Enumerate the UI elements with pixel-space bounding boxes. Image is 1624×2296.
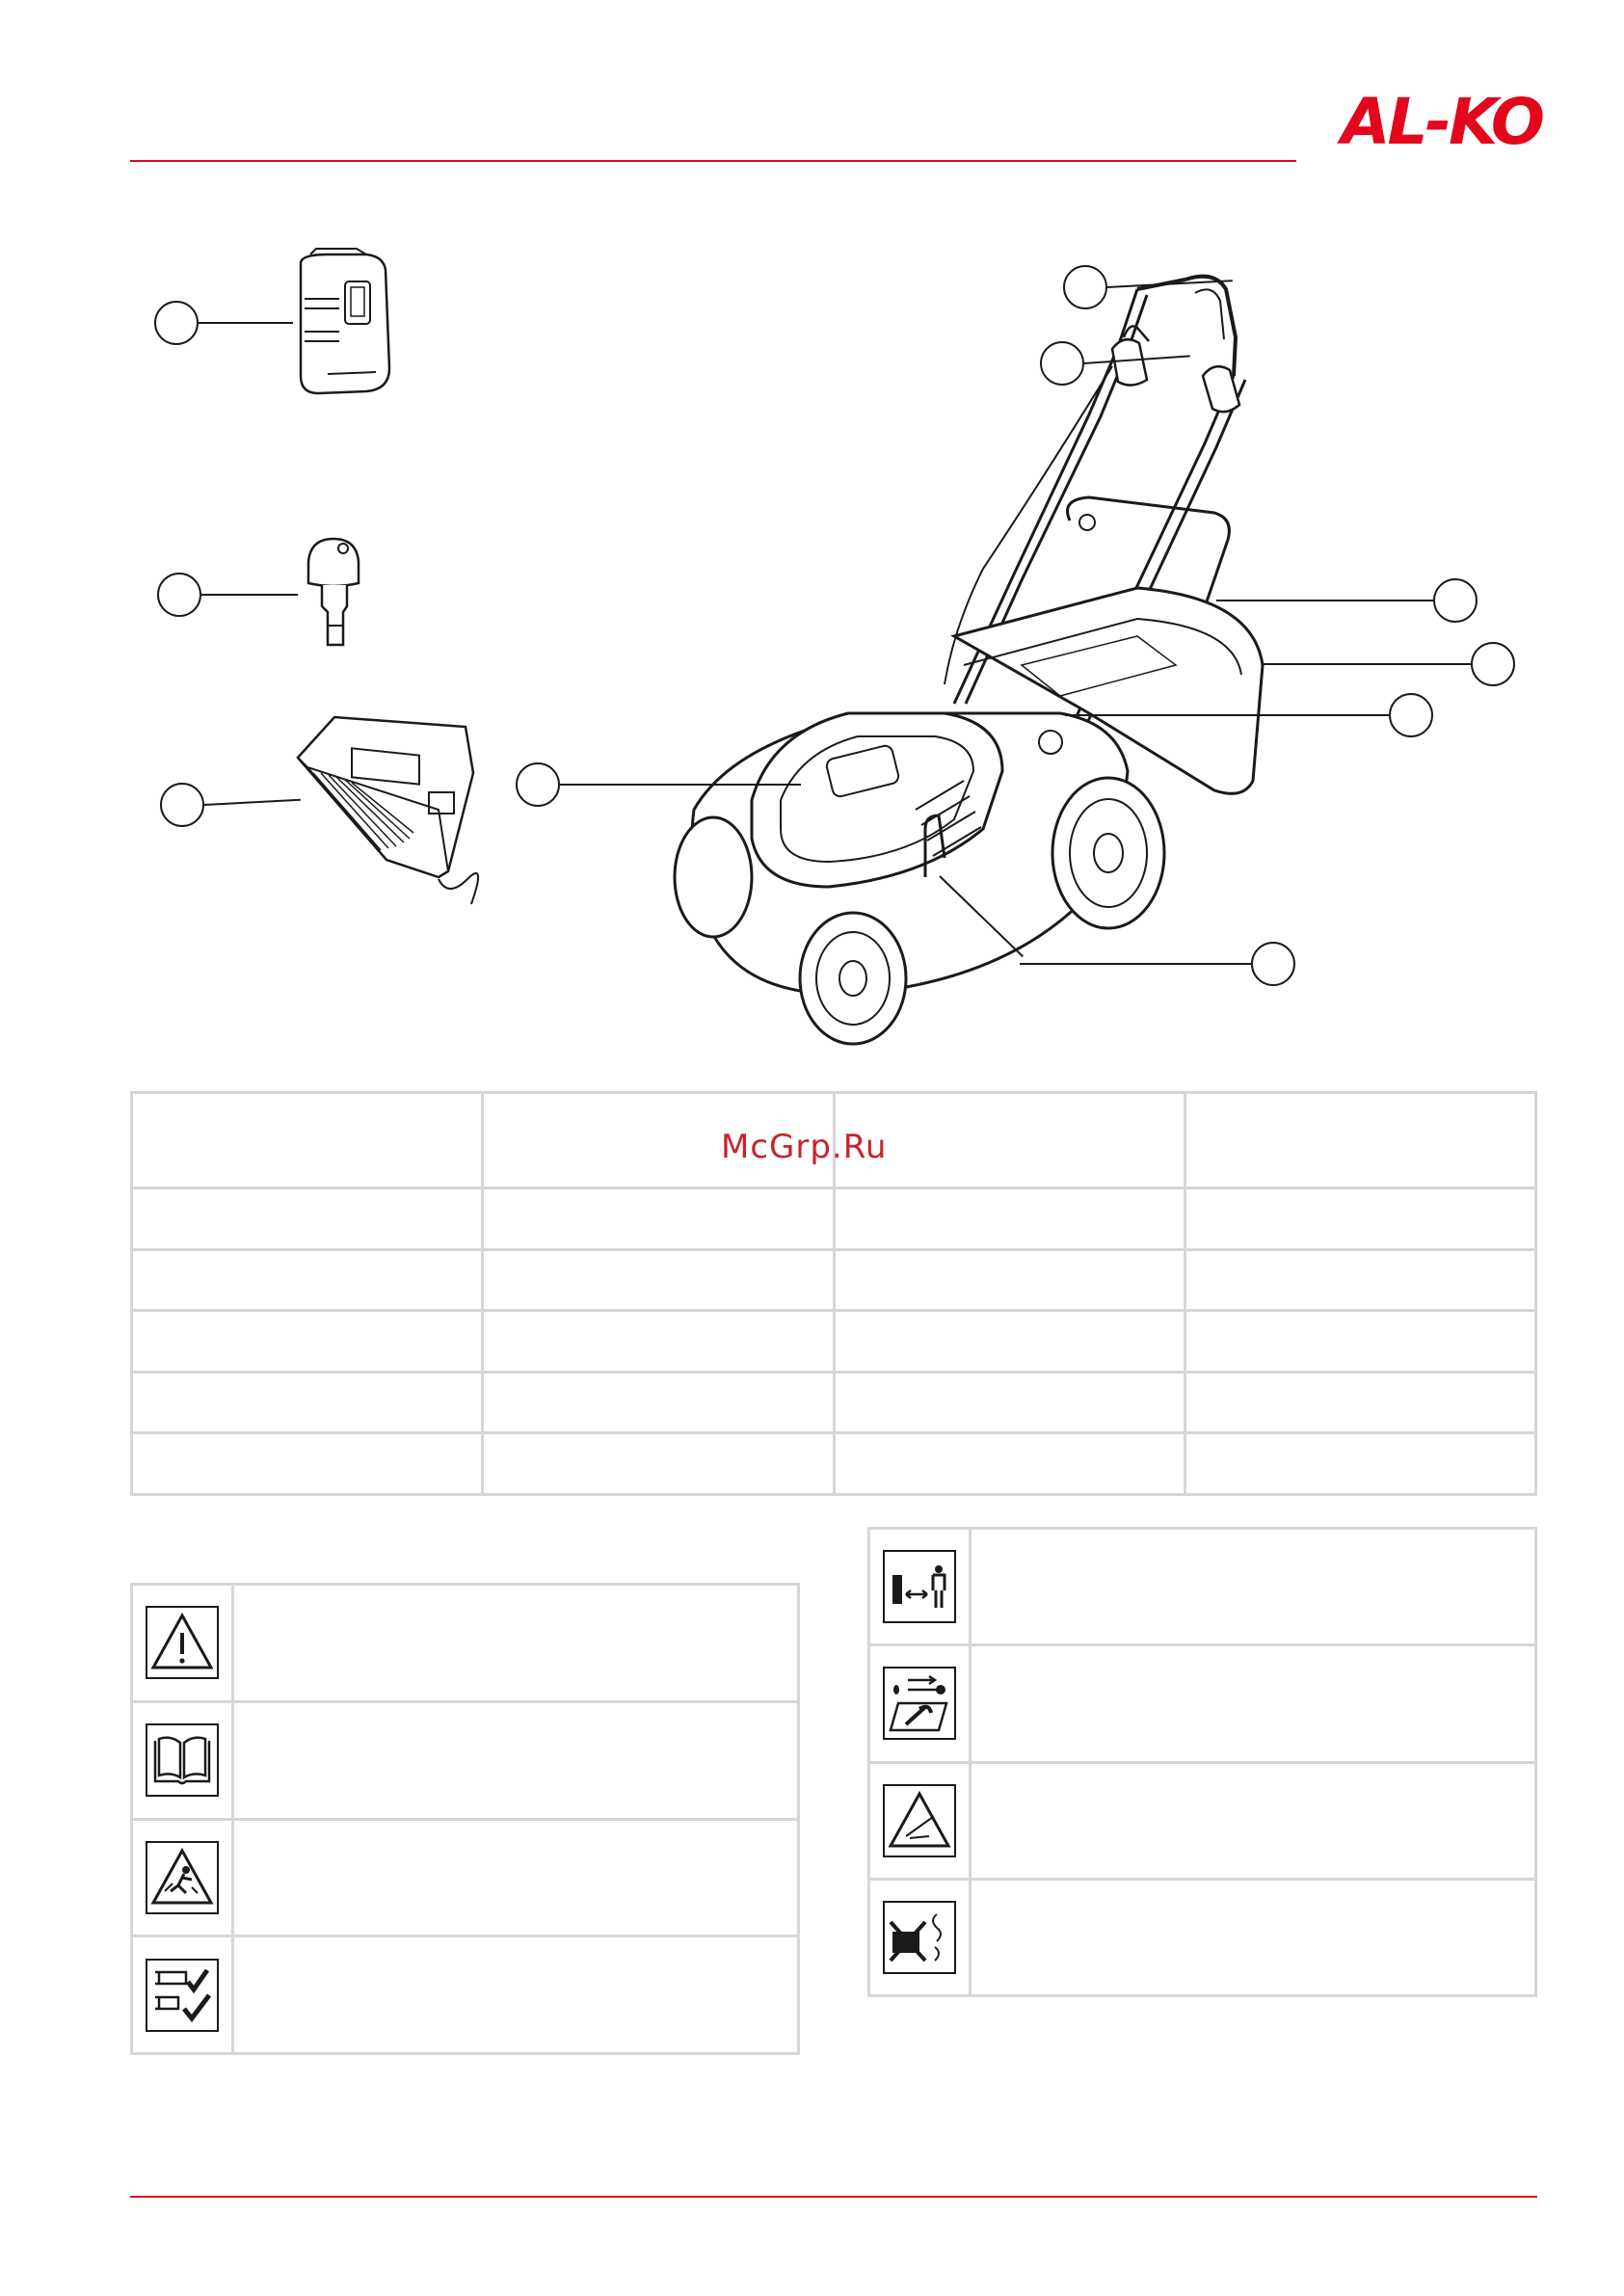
leader-grass-catcher	[1263, 663, 1471, 665]
spec-cell	[132, 1433, 483, 1495]
hand-feet-check-icon	[146, 1959, 219, 2032]
spec-cell	[483, 1188, 834, 1250]
leader-charger	[204, 799, 301, 806]
spec-cell	[1185, 1372, 1535, 1433]
callout-battery-cover	[1433, 578, 1478, 623]
spec-cell	[834, 1372, 1185, 1433]
spec-cell	[1185, 1311, 1535, 1373]
spec-cell	[1185, 1249, 1535, 1311]
symbol-text-cell	[971, 1762, 1536, 1879]
spec-cell	[834, 1311, 1185, 1373]
brand-logo: AL-KO	[1341, 85, 1542, 159]
spec-cell	[834, 1433, 1185, 1495]
spec-cell	[483, 1311, 834, 1373]
warning-triangle-icon	[146, 1606, 219, 1679]
symbol-text-cell	[233, 1701, 799, 1819]
remove-key-maintenance-icon	[883, 1667, 956, 1740]
symbol-icon-cell	[132, 1936, 233, 2054]
symbol-row	[869, 1879, 1536, 1995]
callout-charger	[160, 783, 204, 827]
spec-cell	[132, 1093, 483, 1188]
symbol-icon-cell	[132, 1819, 233, 1936]
callout-cable-holder	[1040, 341, 1084, 386]
spec-row	[132, 1372, 1536, 1433]
spec-cell	[483, 1372, 834, 1433]
symbol-row	[869, 1762, 1536, 1879]
leader-height-lever	[1020, 963, 1251, 965]
spec-cell	[132, 1311, 483, 1373]
symbol-icon-cell	[132, 1585, 233, 1702]
spec-cell	[132, 1372, 483, 1433]
symbols-table-right	[867, 1527, 1537, 1997]
spec-cell	[1185, 1433, 1535, 1495]
blade-hazard-icon	[883, 1784, 956, 1857]
spec-row	[132, 1311, 1536, 1373]
spec-cell	[132, 1249, 483, 1311]
symbol-text-cell	[971, 1645, 1536, 1762]
leader-safety-key	[201, 594, 298, 596]
symbol-icon-cell	[132, 1701, 233, 1819]
header-rule	[130, 160, 1296, 162]
spec-cell	[834, 1249, 1185, 1311]
spec-cell	[1185, 1093, 1535, 1188]
symbol-text-cell	[233, 1936, 799, 2054]
no-rain-icon	[883, 1901, 956, 1974]
watermark: McGrp.Ru	[721, 1128, 888, 1166]
symbol-text-cell	[233, 1819, 799, 1936]
thrown-objects-icon	[146, 1841, 219, 1914]
spec-cell	[483, 1433, 834, 1495]
leader-battery-pack	[199, 322, 293, 324]
leader-battery-cover	[1216, 600, 1433, 601]
callout-height-lever	[1251, 942, 1295, 986]
symbol-text-cell	[233, 1585, 799, 1702]
spec-row	[132, 1188, 1536, 1250]
spec-cell	[834, 1188, 1185, 1250]
spec-cell	[483, 1249, 834, 1311]
symbol-row	[132, 1819, 799, 1936]
symbol-icon-cell	[869, 1762, 971, 1879]
battery-pack-drawing	[289, 253, 395, 397]
safety-key-drawing	[301, 535, 368, 651]
keep-distance-icon	[883, 1550, 956, 1623]
symbol-row	[869, 1529, 1536, 1645]
callout-safety-key	[157, 573, 201, 617]
callout-motor-housing	[516, 762, 560, 807]
leader-motor-housing	[560, 784, 801, 786]
charger-drawing	[294, 715, 477, 903]
symbol-icon-cell	[869, 1529, 971, 1645]
spec-cell	[132, 1188, 483, 1250]
symbol-row	[132, 1701, 799, 1819]
footer-rule	[130, 2196, 1537, 2198]
callout-handle-bar	[1063, 265, 1107, 309]
symbol-row	[869, 1645, 1536, 1762]
callout-battery-pack	[154, 301, 199, 345]
manual-book-icon	[146, 1723, 219, 1797]
symbol-icon-cell	[869, 1879, 971, 1995]
symbol-icon-cell	[869, 1645, 971, 1762]
spec-cell	[1185, 1188, 1535, 1250]
leader-height-adjust	[1065, 714, 1389, 716]
callout-height-adjust	[1389, 693, 1433, 737]
spec-row	[132, 1433, 1536, 1495]
symbol-row	[132, 1585, 799, 1702]
symbol-text-cell	[971, 1529, 1536, 1645]
symbol-text-cell	[971, 1879, 1536, 1995]
symbol-row	[132, 1936, 799, 2054]
symbols-table-left	[130, 1583, 800, 2055]
lawn-mower-drawing	[636, 260, 1272, 1055]
spec-row	[132, 1249, 1536, 1311]
callout-grass-catcher	[1471, 642, 1515, 686]
